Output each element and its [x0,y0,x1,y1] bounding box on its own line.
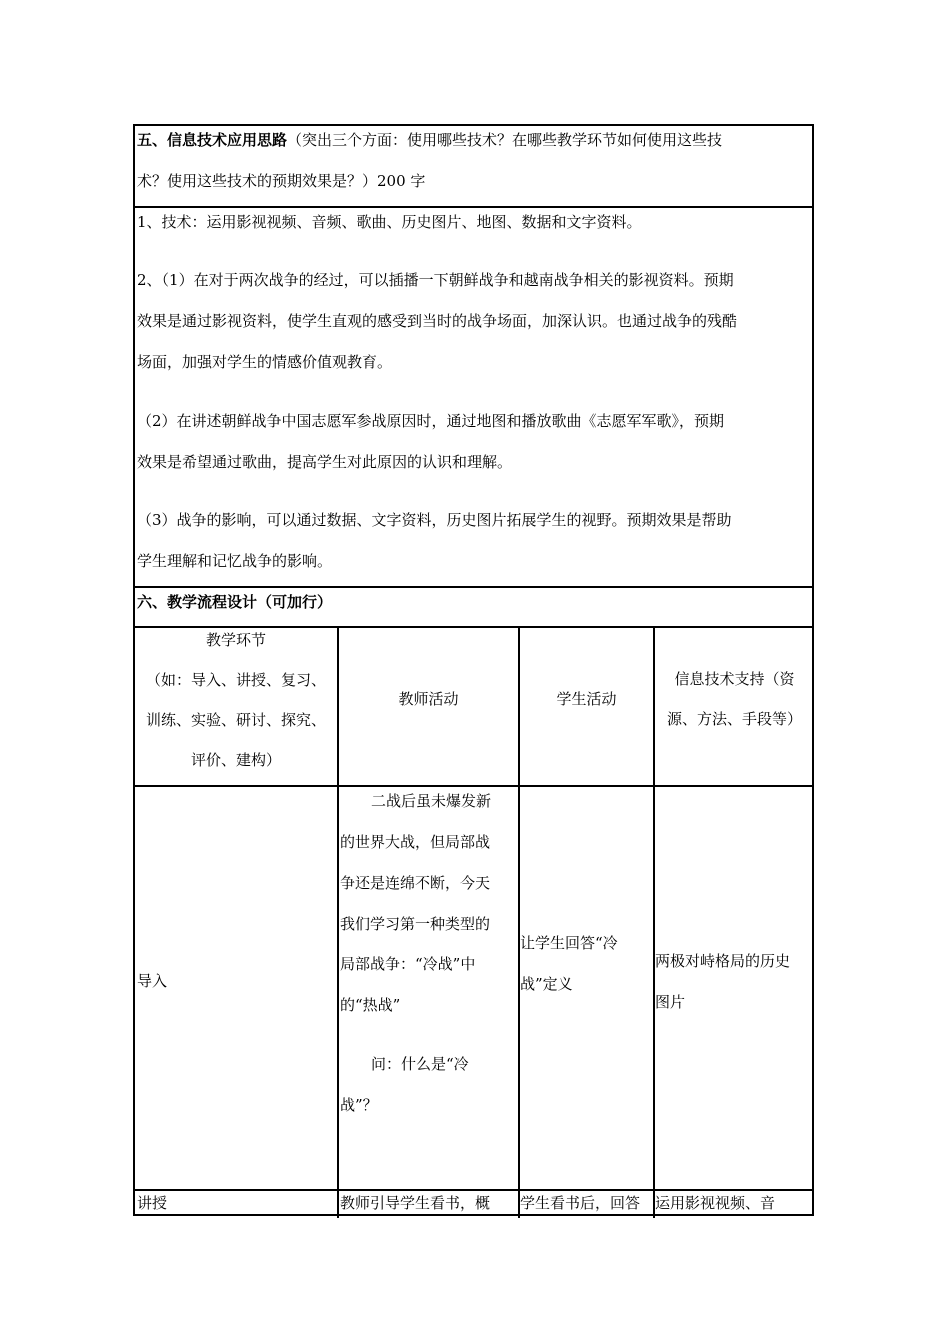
row-lecture-stage: 讲授 [137,1194,168,1212]
row-intro-teacher-line-6: 的“热战” [340,996,401,1014]
col-divider-2 [518,626,520,1218]
section5-paragraph-3-line-1: （2）在讲述朝鲜战争中国志愿军参战原因时，通过地图和播放歌曲《志愿军军歌》，预期 [137,412,725,430]
row-intro-teacher-line-1: 二战后虽未爆发新 [371,792,492,810]
header-tech-support [655,669,814,729]
row-intro-teacher-line-5: 局部战争：“冷战”中 [340,955,476,973]
document-table [133,124,814,1216]
header-tech-line-1: 信息技术支持（资 [674,670,795,688]
row-intro-teacher-line-2: 的世界大战，但局部战 [340,833,491,851]
section5-paragraph-2-line-2: 效果是通过影视资料，使学生直观的感受到当时的战争场面，加深认识。也通过战争的残酷 [137,312,738,330]
section5-heading-line2: 术？使用这些技术的预期效果是？）200 字 [137,172,426,190]
row-intro-teacher-line-4: 我们学习第一种类型的 [340,915,491,933]
rule-after-section5-heading [135,206,812,208]
section5-paragraph-2-line-3: 场面，加强对学生的情感价值观教育。 [137,353,393,371]
row-intro-tech-line-2: 图片 [655,993,686,1011]
header-tech-line-2: 源、方法、手段等） [666,710,802,728]
rule-after-section6-heading [135,626,812,628]
row-intro-teacher-line-3: 争还是连绵不断，今天 [340,874,491,892]
section5-heading-rest: （突出三个方面：使用哪些技术？在哪些教学环节如何使用这些技 [287,131,723,149]
header-stage-line-1: 教学环节 [205,631,266,649]
col-divider-1 [337,626,339,1218]
section5-heading [137,130,722,150]
row-lecture-tech-line-1: 运用影视视频、音 [655,1194,776,1212]
row-intro-student-line-2: 战”定义 [520,975,573,993]
rule-after-header-row [135,785,812,787]
section5-heading-bold: 五、信息技术应用思路 [137,131,288,149]
header-student-activity: 学生活动 [556,690,617,708]
header-stage [135,630,337,770]
header-teacher-activity: 教师活动 [398,690,459,708]
section5-paragraph-1: 1、技术：运用影视视频、音频、歌曲、历史图片、地图、数据和文字资料。 [137,213,642,231]
header-stage-line-2: （如：导入、讲授、复习、 [145,671,326,689]
header-stage-line-4: 评价、建构） [190,751,281,769]
row-intro-teacher-question-line-2: 战”？ [340,1096,378,1114]
rule-after-section5-body [135,586,812,588]
row-intro-stage: 导入 [137,972,168,990]
row-intro-teacher-question-line-1: 问：什么是“冷 [371,1055,469,1073]
row-lecture-teacher-line-1: 教师引导学生看书，概 [340,1194,491,1212]
row-intro-student-line-1: 让学生回答“冷 [520,934,618,952]
section5-paragraph-4-line-2: 学生理解和记忆战争的影响。 [137,552,333,570]
section5-paragraph-2-line-1: 2、（1）在对于两次战争的经过，可以插播一下朝鲜战争和越南战争相关的影视资料。预期 [137,271,734,289]
section5-paragraph-4-line-1: （3）战争的影响，可以通过数据、文字资料，历史图片拓展学生的视野。预期效果是帮助 [137,511,732,529]
section5-paragraph-3-line-2: 效果是希望通过歌曲，提高学生对此原因的认识和理解。 [137,453,513,471]
rule-after-row-intro [135,1189,812,1191]
row-intro-tech-line-1: 两极对峙格局的历史 [655,952,791,970]
section6-heading: 六、教学流程设计（可加行） [137,593,333,611]
header-stage-line-3: 训练、实验、研讨、探究、 [145,711,326,729]
row-lecture-student-line-1: 学生看书后，回答 [520,1194,641,1212]
